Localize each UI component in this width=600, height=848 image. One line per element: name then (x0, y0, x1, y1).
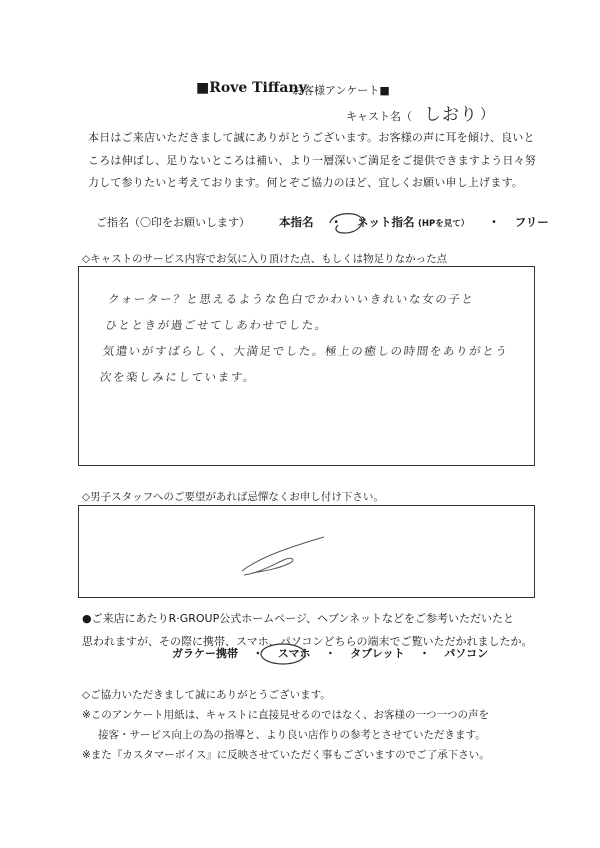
intro-line: 力して参りたいと考えております。何とぞご協力のほど、宜しくお願い申し上げます。 (88, 176, 524, 189)
handwriting-line: 次を楽しみにしています。 (99, 370, 257, 384)
cast-name-close-paren: ） (480, 107, 494, 123)
intro-line: 本日はご来店いただきまして誠にありがとうございます。お客様の声に耳を傾け、良いと (88, 131, 535, 144)
note-line: 接客・サービス向上の為の指導と、より良い店作りの参考とさせていただきます。 (98, 729, 486, 741)
nomination-separator: ・ (488, 215, 500, 229)
nomination-separator: ・ (330, 215, 342, 229)
cast-name-label: キャスト名（ (346, 110, 412, 123)
note-line: ※このアンケート用紙は、キャストに直接見せるのではなく、お客様の一つ一つの声を (82, 709, 489, 721)
cast-name-handwritten: しおり (424, 105, 478, 125)
nomination-row (96, 214, 549, 230)
nomination-option-net[interactable]: ネット指名 (357, 215, 415, 229)
intro-line: ころは伸ばし、足りないところは補い、より一層深いご満足をご提供できますよう日々努 (88, 153, 536, 167)
intro-paragraph (88, 127, 536, 195)
device-option-feature-phone[interactable]: ガラケー携帯 (172, 647, 238, 660)
section-feedback-title: ◇キャストのサービス内容でお気に入り頂けた点、もしくは物足りなかった点 (82, 253, 448, 265)
nomination-circle-mark (324, 207, 368, 237)
device-separator: ・ (324, 647, 336, 660)
device-option-tablet[interactable]: タブレット (350, 647, 405, 660)
device-separator: ・ (418, 647, 430, 660)
nomination-option-net-note: (HPを見て） (418, 219, 470, 229)
feedback-handwriting (99, 286, 516, 390)
handwriting-line: ひとときが過ごせてしあわせでした。 (104, 318, 329, 332)
device-option-pc[interactable]: パソコン (444, 647, 489, 660)
nomination-option-free[interactable]: フリー (514, 215, 549, 229)
handwriting-line: 気遣いがすばらしく、大満足でした。極上の癒しの時間をありがとう (101, 344, 510, 358)
note-line: ◇ご協力いただきまして誠にありがとうございます。 (82, 689, 331, 701)
section-staff-request-title: ◇男子スタッフへのご要望があれば忌憚なくお申し付け下さい。 (82, 491, 384, 503)
closing-notes (82, 685, 490, 765)
device-option-smartphone[interactable]: スマホ (277, 647, 311, 660)
nomination-label: ご指名（〇印をお願いします） (96, 216, 250, 229)
device-question-line: ●ご来店にあたりR·GROUP公式ホームページ、ヘブンネットなどをご参考いただいたと (82, 612, 515, 625)
brand-title: ■Rove Tiffany (196, 80, 307, 96)
handwriting-line: クォーター？と思えるような色白でかわいいきれいな女の子と (107, 292, 476, 306)
survey-subtitle: お客様アンケート■ (292, 84, 390, 97)
device-options-row (172, 645, 488, 661)
nomination-option-main[interactable]: 本指名 (279, 215, 314, 229)
device-question-line: 思われますが、その際に携帯、スマホ、パソコンどちらの端末でご覧いただかれましたか。 (82, 635, 533, 648)
note-line: ※また『カスタマーボイス』に反映させていただく事もございますのでご了承下さい。 (82, 749, 490, 761)
device-separator: ・ (252, 647, 264, 660)
scribble-mark (230, 527, 340, 587)
smartphone-circle-mark (259, 641, 309, 667)
